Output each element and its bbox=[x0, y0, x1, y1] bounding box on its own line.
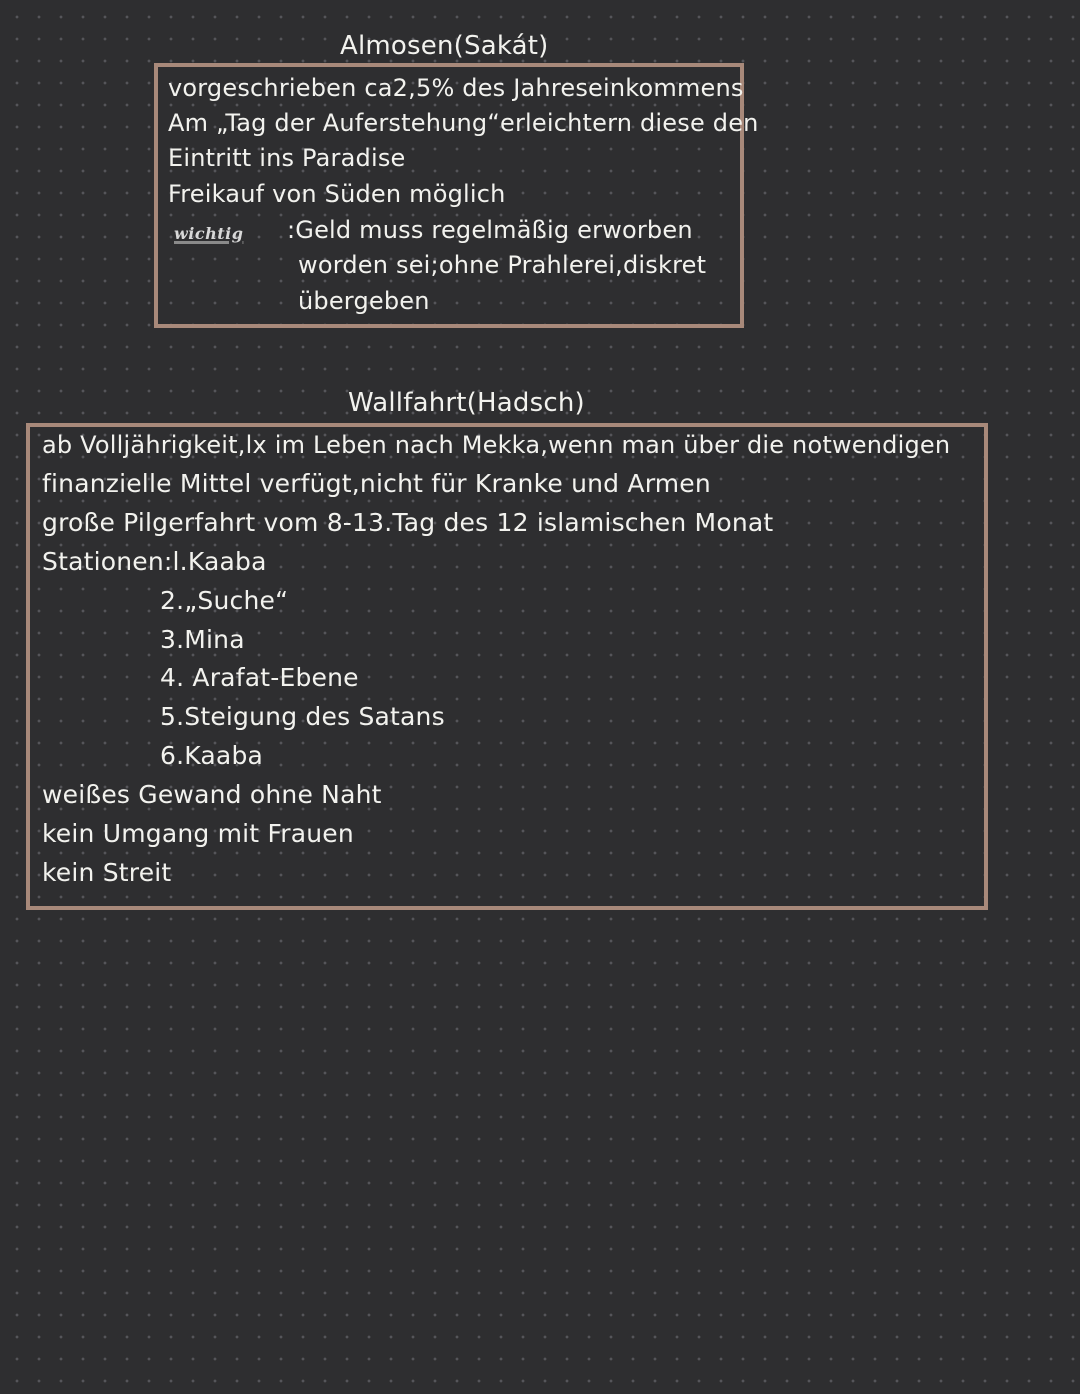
almosen-line-4: Freikauf von Süden möglich bbox=[168, 180, 506, 208]
wallfahrt-line-4: Stationen:l.Kaaba bbox=[42, 547, 267, 576]
station-5: 5.Steigung des Satans bbox=[160, 702, 445, 731]
station-6: 6.Kaaba bbox=[160, 741, 264, 770]
rule-1: weißes Gewand ohne Naht bbox=[42, 780, 382, 809]
almosen-line-2: Am „Tag der Auferstehung“erleichtern diese den bbox=[168, 109, 759, 137]
wallfahrt-line-1: ab Volljährigkeit,lx im Leben nach Mekka,wenn man über die notwendigen bbox=[42, 431, 951, 459]
station-2: 2.„Suche“ bbox=[160, 586, 289, 615]
rule-3: kein Streit bbox=[42, 858, 172, 887]
wallfahrt-title: Wallfahrt(Hadsch) bbox=[348, 388, 585, 418]
almosen-line-3: Eintritt ins Paradise bbox=[168, 144, 406, 172]
almosen-title: Almosen(Sakát) bbox=[340, 31, 549, 61]
wichtig-label: wichtig bbox=[174, 224, 244, 243]
station-3: 3.Mina bbox=[160, 625, 245, 654]
almosen-line-1: vorgeschrieben ca2,5% des Jahreseinkommens bbox=[168, 74, 744, 102]
station-4: 4. Arafat-Ebene bbox=[160, 663, 359, 692]
wallfahrt-line-2: finanzielle Mittel verfügt,nicht für Kranke und Armen bbox=[42, 469, 711, 498]
wichtig-line-2: worden sei;ohne Prahlerei,diskret bbox=[298, 251, 707, 279]
wichtig-line-1: :Geld muss regelmäßig erworben bbox=[287, 216, 693, 244]
wallfahrt-line-3: große Pilgerfahrt vom 8-13.Tag des 12 islamischen Monat bbox=[42, 508, 774, 537]
wichtig-line-3: übergeben bbox=[298, 287, 430, 315]
rule-2: kein Umgang mit Frauen bbox=[42, 819, 354, 848]
